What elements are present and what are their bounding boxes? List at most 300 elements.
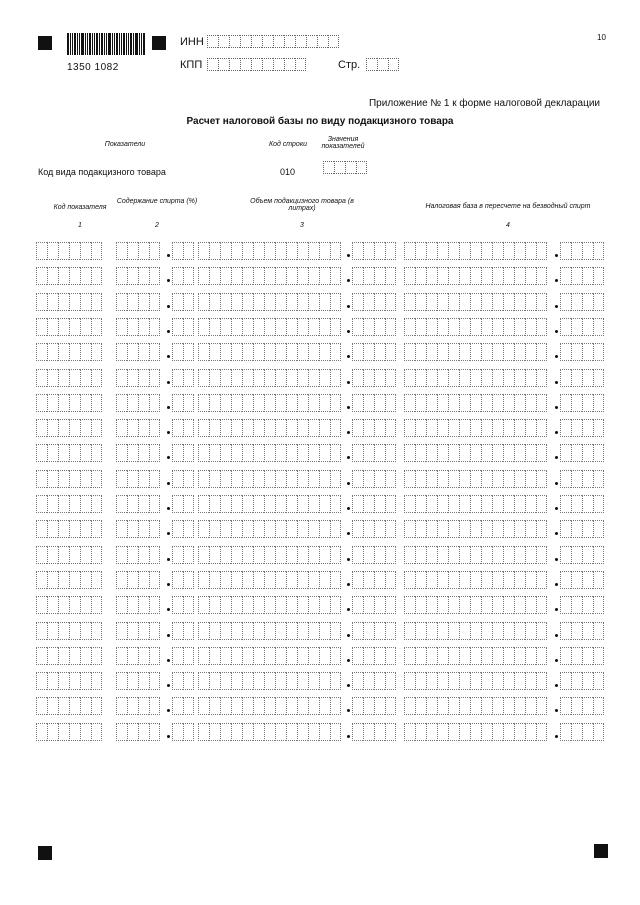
input-cell[interactable] [481, 242, 492, 260]
input-cell[interactable] [404, 267, 415, 285]
input-cell[interactable] [525, 520, 536, 538]
input-cell[interactable] [69, 394, 80, 412]
input-cell[interactable] [503, 495, 514, 513]
input-cell[interactable] [69, 242, 80, 260]
input-cell[interactable] [264, 394, 275, 412]
input-cell[interactable] [240, 58, 251, 71]
input-cell[interactable] [593, 293, 604, 311]
input-cell[interactable] [514, 672, 525, 690]
input-cell[interactable] [275, 495, 286, 513]
input-cell[interactable] [593, 571, 604, 589]
input-cell[interactable] [242, 318, 253, 336]
input-cell[interactable] [481, 520, 492, 538]
input-cell[interactable] [571, 672, 582, 690]
input-cell[interactable] [220, 293, 231, 311]
input-cell[interactable] [319, 672, 330, 690]
input-cell[interactable] [536, 267, 547, 285]
input-cell[interactable] [253, 394, 264, 412]
input-cell[interactable] [36, 647, 47, 665]
input-cell[interactable] [264, 444, 275, 462]
input-cell[interactable] [183, 546, 194, 564]
input-cell[interactable] [36, 444, 47, 462]
input-cell[interactable] [80, 343, 91, 361]
input-cell[interactable] [231, 419, 242, 437]
input-cell[interactable] [308, 394, 319, 412]
input-cell[interactable] [571, 419, 582, 437]
input-cell[interactable] [448, 495, 459, 513]
input-cell[interactable] [385, 520, 396, 538]
input-cell[interactable] [47, 444, 58, 462]
input-cell[interactable] [295, 35, 306, 48]
input-cell[interactable] [385, 622, 396, 640]
input-cell[interactable] [149, 444, 160, 462]
input-cell[interactable] [560, 622, 571, 640]
input-cell[interactable] [385, 419, 396, 437]
input-cell[interactable] [536, 723, 547, 741]
input-cell[interactable] [363, 369, 374, 387]
input-cell[interactable] [253, 343, 264, 361]
input-cell[interactable] [209, 520, 220, 538]
input-cell[interactable] [319, 419, 330, 437]
input-cell[interactable] [58, 647, 69, 665]
input-cell[interactable] [275, 444, 286, 462]
input-cell[interactable] [308, 267, 319, 285]
input-cell[interactable] [47, 571, 58, 589]
input-cell[interactable] [560, 520, 571, 538]
input-cell[interactable] [231, 394, 242, 412]
input-cell[interactable] [363, 571, 374, 589]
input-cell[interactable] [503, 419, 514, 437]
input-cell[interactable] [404, 419, 415, 437]
input-cell[interactable] [207, 35, 218, 48]
input-cell[interactable] [229, 58, 240, 71]
input-cell[interactable] [58, 293, 69, 311]
input-cell[interactable] [448, 369, 459, 387]
input-cell[interactable] [560, 293, 571, 311]
input-cell[interactable] [319, 546, 330, 564]
input-cell[interactable] [560, 394, 571, 412]
input-cell[interactable] [127, 470, 138, 488]
input-cell[interactable] [183, 318, 194, 336]
input-cell[interactable] [525, 546, 536, 564]
input-cell[interactable] [231, 343, 242, 361]
input-cell[interactable] [415, 394, 426, 412]
input-cell[interactable] [253, 267, 264, 285]
input-cell[interactable] [58, 242, 69, 260]
input-cell[interactable] [253, 293, 264, 311]
input-cell[interactable] [91, 546, 102, 564]
input-cell[interactable] [286, 318, 297, 336]
input-cell[interactable] [593, 394, 604, 412]
input-cell[interactable] [80, 520, 91, 538]
input-cell[interactable] [374, 343, 385, 361]
input-cell[interactable] [116, 343, 127, 361]
input-cell[interactable] [363, 267, 374, 285]
input-cell[interactable] [415, 495, 426, 513]
input-cell[interactable] [297, 394, 308, 412]
input-cell[interactable] [492, 697, 503, 715]
input-cell[interactable] [91, 318, 102, 336]
input-cell[interactable] [525, 470, 536, 488]
input-cell[interactable] [275, 622, 286, 640]
input-cell[interactable] [80, 419, 91, 437]
input-cell[interactable] [582, 369, 593, 387]
input-cell[interactable] [275, 419, 286, 437]
input-cell[interactable] [363, 444, 374, 462]
input-cell[interactable] [426, 520, 437, 538]
input-cell[interactable] [352, 394, 363, 412]
input-cell[interactable] [536, 470, 547, 488]
input-cell[interactable] [69, 419, 80, 437]
input-cell[interactable] [352, 267, 363, 285]
input-cell[interactable] [525, 571, 536, 589]
input-cell[interactable] [297, 520, 308, 538]
input-cell[interactable] [503, 672, 514, 690]
input-cell[interactable] [415, 571, 426, 589]
input-cell[interactable] [116, 697, 127, 715]
input-cell[interactable] [127, 697, 138, 715]
input-cell[interactable] [297, 470, 308, 488]
input-cell[interactable] [448, 596, 459, 614]
input-cell[interactable] [319, 571, 330, 589]
input-cell[interactable] [138, 672, 149, 690]
input-cell[interactable] [582, 343, 593, 361]
input-cell[interactable] [264, 596, 275, 614]
input-cell[interactable] [242, 369, 253, 387]
input-cell[interactable] [253, 520, 264, 538]
input-cell[interactable] [503, 520, 514, 538]
input-cell[interactable] [560, 571, 571, 589]
input-cell[interactable] [492, 596, 503, 614]
input-cell[interactable] [514, 520, 525, 538]
input-cell[interactable] [514, 723, 525, 741]
input-cell[interactable] [207, 58, 218, 71]
input-cell[interactable] [297, 596, 308, 614]
input-cell[interactable] [459, 444, 470, 462]
input-cell[interactable] [297, 495, 308, 513]
input-cell[interactable] [116, 495, 127, 513]
input-cell[interactable] [36, 419, 47, 437]
input-cell[interactable] [198, 647, 209, 665]
input-cell[interactable] [231, 520, 242, 538]
input-cell[interactable] [80, 394, 91, 412]
input-cell[interactable] [209, 723, 220, 741]
input-cell[interactable] [330, 318, 341, 336]
input-cell[interactable] [183, 647, 194, 665]
input-cell[interactable] [172, 318, 183, 336]
input-cell[interactable] [437, 697, 448, 715]
input-cell[interactable] [525, 444, 536, 462]
input-cell[interactable] [404, 369, 415, 387]
input-cell[interactable] [352, 293, 363, 311]
input-cell[interactable] [47, 419, 58, 437]
input-cell[interactable] [481, 596, 492, 614]
input-cell[interactable] [297, 318, 308, 336]
input-cell[interactable] [297, 267, 308, 285]
input-cell[interactable] [385, 672, 396, 690]
input-cell[interactable] [308, 444, 319, 462]
input-cell[interactable] [448, 546, 459, 564]
input-cell[interactable] [593, 596, 604, 614]
input-cell[interactable] [149, 622, 160, 640]
input-cell[interactable] [138, 419, 149, 437]
input-cell[interactable] [149, 369, 160, 387]
input-cell[interactable] [319, 293, 330, 311]
input-cell[interactable] [80, 672, 91, 690]
input-cell[interactable] [80, 369, 91, 387]
input-cell[interactable] [127, 419, 138, 437]
input-cell[interactable] [437, 318, 448, 336]
input-cell[interactable] [492, 520, 503, 538]
input-cell[interactable] [183, 672, 194, 690]
input-cell[interactable] [459, 419, 470, 437]
input-cell[interactable] [525, 419, 536, 437]
input-cell[interactable] [374, 293, 385, 311]
input-cell[interactable] [308, 571, 319, 589]
input-cell[interactable] [470, 470, 481, 488]
input-cell[interactable] [363, 394, 374, 412]
input-cell[interactable] [242, 571, 253, 589]
input-cell[interactable] [503, 546, 514, 564]
input-cell[interactable] [149, 520, 160, 538]
input-cell[interactable] [582, 571, 593, 589]
input-cell[interactable] [492, 546, 503, 564]
input-cell[interactable] [80, 596, 91, 614]
input-cell[interactable] [426, 343, 437, 361]
input-cell[interactable] [58, 697, 69, 715]
input-cell[interactable] [284, 35, 295, 48]
input-cell[interactable] [242, 546, 253, 564]
input-cell[interactable] [404, 470, 415, 488]
input-cell[interactable] [127, 369, 138, 387]
input-cell[interactable] [437, 369, 448, 387]
input-cell[interactable] [459, 267, 470, 285]
input-cell[interactable] [330, 369, 341, 387]
input-cell[interactable] [116, 546, 127, 564]
input-cell[interactable] [172, 419, 183, 437]
input-cell[interactable] [149, 242, 160, 260]
input-cell[interactable] [481, 293, 492, 311]
input-cell[interactable] [470, 596, 481, 614]
input-cell[interactable] [374, 672, 385, 690]
input-cell[interactable] [69, 318, 80, 336]
input-cell[interactable] [352, 520, 363, 538]
input-cell[interactable] [36, 293, 47, 311]
input-cell[interactable] [172, 495, 183, 513]
input-cell[interactable] [470, 546, 481, 564]
input-cell[interactable] [183, 495, 194, 513]
input-cell[interactable] [448, 242, 459, 260]
input-cell[interactable] [374, 546, 385, 564]
input-cell[interactable] [220, 520, 231, 538]
input-cell[interactable] [264, 647, 275, 665]
input-cell[interactable] [262, 35, 273, 48]
input-cell[interactable] [503, 571, 514, 589]
input-cell[interactable] [127, 343, 138, 361]
input-cell[interactable] [47, 647, 58, 665]
input-cell[interactable] [571, 394, 582, 412]
input-cell[interactable] [571, 444, 582, 462]
input-cell[interactable] [138, 242, 149, 260]
input-cell[interactable] [91, 596, 102, 614]
input-cell[interactable] [363, 419, 374, 437]
input-cell[interactable] [80, 444, 91, 462]
input-cell[interactable] [47, 495, 58, 513]
input-cell[interactable] [363, 470, 374, 488]
input-cell[interactable] [363, 520, 374, 538]
input-cell[interactable] [286, 267, 297, 285]
input-cell[interactable] [80, 697, 91, 715]
input-cell[interactable] [481, 723, 492, 741]
input-cell[interactable] [183, 520, 194, 538]
input-cell[interactable] [286, 596, 297, 614]
input-cell[interactable] [138, 596, 149, 614]
input-cell[interactable] [363, 546, 374, 564]
input-cell[interactable] [374, 520, 385, 538]
input-cell[interactable] [536, 444, 547, 462]
input-cell[interactable] [514, 369, 525, 387]
input-cell[interactable] [352, 723, 363, 741]
input-cell[interactable] [503, 293, 514, 311]
input-cell[interactable] [492, 267, 503, 285]
input-cell[interactable] [571, 470, 582, 488]
input-cell[interactable] [560, 723, 571, 741]
input-cell[interactable] [385, 546, 396, 564]
input-cell[interactable] [36, 546, 47, 564]
input-cell[interactable] [209, 242, 220, 260]
input-cell[interactable] [47, 723, 58, 741]
input-cell[interactable] [91, 394, 102, 412]
input-cell[interactable] [404, 293, 415, 311]
input-cell[interactable] [560, 672, 571, 690]
input-cell[interactable] [308, 343, 319, 361]
input-cell[interactable] [319, 495, 330, 513]
input-cell[interactable] [198, 723, 209, 741]
input-cell[interactable] [47, 697, 58, 715]
input-cell[interactable] [459, 647, 470, 665]
input-cell[interactable] [209, 394, 220, 412]
input-cell[interactable] [330, 444, 341, 462]
input-cell[interactable] [492, 369, 503, 387]
input-cell[interactable] [69, 520, 80, 538]
input-cell[interactable] [91, 647, 102, 665]
input-cell[interactable] [242, 697, 253, 715]
input-cell[interactable] [183, 697, 194, 715]
input-cell[interactable] [415, 596, 426, 614]
input-cell[interactable] [385, 242, 396, 260]
input-cell[interactable] [385, 267, 396, 285]
input-cell[interactable] [363, 622, 374, 640]
input-cell[interactable] [593, 470, 604, 488]
inn-field[interactable] [207, 35, 339, 48]
input-cell[interactable] [503, 343, 514, 361]
input-cell[interactable] [198, 419, 209, 437]
input-cell[interactable] [582, 242, 593, 260]
input-cell[interactable] [231, 672, 242, 690]
input-cell[interactable] [275, 394, 286, 412]
input-cell[interactable] [426, 242, 437, 260]
input-cell[interactable] [242, 495, 253, 513]
input-cell[interactable] [492, 318, 503, 336]
input-cell[interactable] [459, 571, 470, 589]
input-cell[interactable] [36, 470, 47, 488]
input-cell[interactable] [69, 267, 80, 285]
input-cell[interactable] [404, 596, 415, 614]
input-cell[interactable] [91, 571, 102, 589]
input-cell[interactable] [220, 596, 231, 614]
input-cell[interactable] [58, 622, 69, 640]
input-cell[interactable] [275, 571, 286, 589]
input-cell[interactable] [242, 293, 253, 311]
input-cell[interactable] [253, 369, 264, 387]
input-cell[interactable] [426, 622, 437, 640]
input-cell[interactable] [275, 343, 286, 361]
input-cell[interactable] [149, 723, 160, 741]
input-cell[interactable] [352, 622, 363, 640]
input-cell[interactable] [198, 672, 209, 690]
input-cell[interactable] [437, 622, 448, 640]
input-cell[interactable] [470, 444, 481, 462]
input-cell[interactable] [172, 242, 183, 260]
input-cell[interactable] [470, 520, 481, 538]
input-cell[interactable] [58, 419, 69, 437]
input-cell[interactable] [470, 622, 481, 640]
input-cell[interactable] [448, 293, 459, 311]
input-cell[interactable] [58, 571, 69, 589]
input-cell[interactable] [426, 394, 437, 412]
input-cell[interactable] [47, 394, 58, 412]
input-cell[interactable] [374, 267, 385, 285]
input-cell[interactable] [459, 293, 470, 311]
input-cell[interactable] [492, 672, 503, 690]
input-cell[interactable] [404, 394, 415, 412]
input-cell[interactable] [352, 697, 363, 715]
input-cell[interactable] [514, 242, 525, 260]
input-cell[interactable] [251, 58, 262, 71]
input-cell[interactable] [525, 697, 536, 715]
input-cell[interactable] [286, 343, 297, 361]
input-cell[interactable] [363, 293, 374, 311]
input-cell[interactable] [209, 318, 220, 336]
input-cell[interactable] [503, 267, 514, 285]
input-cell[interactable] [264, 318, 275, 336]
input-cell[interactable] [426, 495, 437, 513]
input-cell[interactable] [426, 267, 437, 285]
input-cell[interactable] [183, 267, 194, 285]
input-cell[interactable] [36, 267, 47, 285]
input-cell[interactable] [253, 419, 264, 437]
input-cell[interactable] [297, 369, 308, 387]
input-cell[interactable] [47, 369, 58, 387]
input-cell[interactable] [437, 242, 448, 260]
input-cell[interactable] [470, 697, 481, 715]
input-cell[interactable] [470, 495, 481, 513]
input-cell[interactable] [172, 723, 183, 741]
input-cell[interactable] [91, 444, 102, 462]
input-cell[interactable] [385, 444, 396, 462]
input-cell[interactable] [218, 58, 229, 71]
input-cell[interactable] [363, 723, 374, 741]
input-cell[interactable] [240, 35, 251, 48]
input-cell[interactable] [91, 723, 102, 741]
input-cell[interactable] [470, 343, 481, 361]
input-cell[interactable] [36, 369, 47, 387]
input-cell[interactable] [459, 343, 470, 361]
input-cell[interactable] [91, 672, 102, 690]
input-cell[interactable] [183, 369, 194, 387]
input-cell[interactable] [514, 596, 525, 614]
input-cell[interactable] [374, 394, 385, 412]
